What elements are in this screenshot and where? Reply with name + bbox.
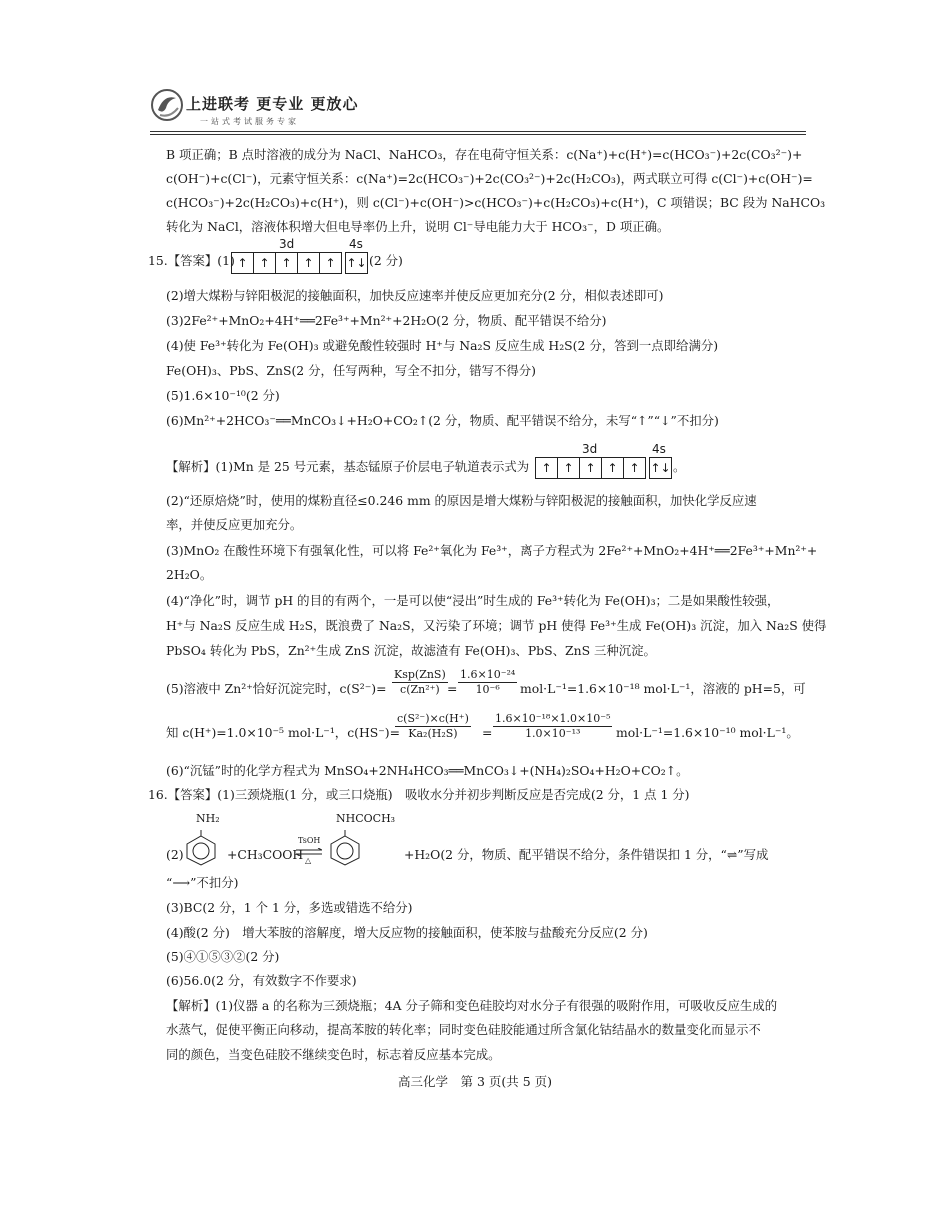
reversible-arrow-icon bbox=[296, 848, 322, 856]
fraction-value bbox=[458, 668, 517, 697]
orbital-label-3d: 3d bbox=[279, 237, 295, 251]
orbital-4s-box-b bbox=[649, 457, 672, 479]
q15-head: 15.【答案】(1) bbox=[148, 253, 235, 268]
fraction-ksp bbox=[392, 668, 448, 697]
fraction-denominator: 1.0×10⁻¹³ bbox=[525, 727, 581, 740]
logo-icon bbox=[150, 88, 184, 122]
fraction-denominator: c(Zn²⁺) bbox=[400, 683, 440, 696]
q15-answer-2: (2)增大煤粉与锌阳极泥的接触面积，加快反应速率并使反应更加充分(2 分，相似表述即可) bbox=[166, 288, 664, 303]
q15-analysis-3b: 2H₂O。 bbox=[166, 567, 213, 582]
header-divider-thin bbox=[150, 134, 806, 135]
q15-analysis-4b: H⁺与 Na₂S 反应生成 H₂S，既浪费了 Na₂S，又污染了环境；调节 pH 使得 Fe³⁺生成 Fe(OH)₃ 沉淀，加入 Na₂S 使得 bbox=[166, 618, 827, 633]
orbital-box: ↑ bbox=[629, 461, 640, 475]
q16-eq-rest: +H₂O(2 分，物质、配平错误不给分，条件错误扣 1 分，“⇌”写成 bbox=[404, 847, 769, 862]
orbital-3d-boxes-b bbox=[535, 457, 646, 479]
fraction-numerator: 1.6×10⁻²⁴ bbox=[460, 668, 516, 681]
q15-analysis-6: (6)“沉锰”时的化学方程式为 MnSO₄+2NH₄HCO₃══MnCO₃↓+(NH₄)₂SO₄+H₂O+CO₂↑。 bbox=[166, 763, 689, 778]
reagent-label: +CH₃COOH bbox=[227, 847, 304, 862]
orbital-3d-boxes bbox=[231, 252, 342, 274]
q15-analysis-3a: (3)MnO₂ 在酸性环境下有强氧化性，可以将 Fe²⁺氧化为 Fe³⁺，离子方程式为 2Fe²⁺+MnO₂+4H⁺══2Fe³⁺+Mn²⁺+ bbox=[166, 543, 818, 558]
q15-calc5-pre: (5)溶液中 Zn²⁺恰好沉淀完时，c(S²⁻)= bbox=[166, 681, 387, 696]
orbital-box: ↑↓ bbox=[650, 461, 671, 475]
q15-answer-4: (4)使 Fe³⁺转化为 Fe(OH)₃ 或避免酸性较强时 H⁺与 Na₂S 反应生成 H₂S(2 分，答到一点即给满分) bbox=[166, 338, 719, 353]
q15-analysis-2b: 率，并使反应更加充分。 bbox=[166, 517, 303, 532]
orbital-box: ↑ bbox=[276, 253, 298, 273]
equals-sign: = bbox=[482, 725, 493, 740]
orbital-4s-box bbox=[345, 252, 368, 274]
fraction-denominator: Ka₂(H₂S) bbox=[408, 727, 458, 740]
intro-line-1: B 项正确；B 点时溶液的成分为 NaCl、NaHCO₃，存在电荷守恒关系：c(Na⁺)+c(H⁺)=c(HCO₃⁻)+2c(CO₃²⁻)+ bbox=[166, 147, 803, 162]
benzene-ring-icon bbox=[184, 830, 218, 866]
q15-score-1: (2 分) bbox=[369, 253, 403, 268]
product-substituent: NHCOCH₃ bbox=[336, 812, 396, 825]
q16-answer-6: (6)56.0(2 分，有效数字不作要求) bbox=[166, 973, 357, 988]
header-tagline: 一站式考试服务专家 bbox=[200, 117, 299, 126]
q16-answer-5: (5)④①⑤③②(2 分) bbox=[166, 949, 280, 964]
header-divider bbox=[150, 131, 806, 132]
intro-line-3: c(HCO₃⁻)+2c(H₂CO₃)+c(H⁺)，则 c(Cl⁻)+c(OH⁻)>c(HCO₃⁻)+c(H₂CO₃)+c(H⁺)，C 项错误；BC 段为 NaHCO₃ bbox=[166, 195, 826, 210]
orbital-box: ↑↓ bbox=[346, 256, 367, 270]
q15-calc5-post: mol·L⁻¹=1.6×10⁻¹⁸ mol·L⁻¹，溶液的 pH=5，可 bbox=[520, 681, 806, 696]
fraction-numerator: 1.6×10⁻¹⁸×1.0×10⁻⁵ bbox=[495, 712, 611, 725]
q16-answer-4: (4)酸(2 分) 增大苯胺的溶解度，增大反应物的接触面积，使苯胺与盐酸充分反应(2 分) bbox=[166, 925, 648, 940]
q15-calc5b-post: mol·L⁻¹=1.6×10⁻¹⁰ mol·L⁻¹。 bbox=[616, 725, 799, 740]
orbital-label-4s: 4s bbox=[349, 237, 363, 251]
intro-line-2: c(OH⁻)+c(Cl⁻)，元素守恒关系：c(Na⁺)=2c(HCO₃⁻)+2c(CO₃²⁻)+2c(H₂CO₃)，两式联立可得 c(Cl⁻)+c(OH⁻)= bbox=[166, 171, 813, 186]
q15-analysis-2a: (2)“还原焙烧”时，使用的煤粉直径≤0.246 mm 的原因是增大煤粉与锌阳极泥的接触面积，加快化学反应速 bbox=[166, 493, 757, 508]
orbital-label-3d-b: 3d bbox=[582, 442, 598, 456]
nh2-label: NH₂ bbox=[196, 812, 220, 825]
heat-label: △ bbox=[305, 856, 312, 865]
orbital-box: ↑ bbox=[254, 253, 276, 273]
intro-line-4: 转化为 NaCl，溶液体积增大但电导率仍上升，说明 Cl⁻导电能力大于 HCO₃⁻，D 项正确。 bbox=[166, 219, 670, 234]
q16-eq-rest2: “⟶”不扣分) bbox=[166, 875, 239, 890]
fraction-numerator: c(S²⁻)×c(H⁺) bbox=[397, 712, 469, 725]
q15-answer-5: (5)1.6×10⁻¹⁰(2 分) bbox=[166, 388, 280, 403]
q15-answer-4b: Fe(OH)₃、PbS、ZnS(2 分，任写两种，写全不扣分，错写不得分) bbox=[166, 363, 536, 378]
header-slogan: 上进联考 更专业 更放心 bbox=[186, 95, 359, 113]
benzene-ring-icon bbox=[328, 830, 362, 866]
q16-head: 16.【答案】(1)三颈烧瓶(1 分，或三口烧瓶) 吸收水分并初步判断反应是否完成(2 分，1 点 1 分) bbox=[148, 787, 690, 802]
orbital-box: ↑ bbox=[580, 458, 602, 478]
q15-analysis-4a: (4)“净化”时，调节 pH 的目的有两个，一是可以使“浸出”时生成的 Fe³⁺转化为 Fe(OH)₃；二是如果酸性较强， bbox=[166, 593, 780, 608]
fraction-denominator: 10⁻⁶ bbox=[475, 683, 500, 696]
orbital-box: ↑ bbox=[536, 458, 558, 478]
orbital-box: ↑ bbox=[232, 253, 254, 273]
page-footer: 高三化学 第 3 页(共 5 页) bbox=[397, 1074, 553, 1089]
q15-answer-6: (6)Mn²⁺+2HCO₃⁻══MnCO₃↓+H₂O+CO₂↑(2 分，物质、配平错误不给分，未写“↑”“↓”不扣分) bbox=[166, 413, 719, 428]
q16-eq-label: (2) bbox=[166, 847, 184, 862]
q15-analysis-4c: PbSO₄ 转化为 PbS，Zn²⁺生成 ZnS 沉淀，故滤渣有 Fe(OH)₃、PbS、ZnS 三种沉淀。 bbox=[166, 643, 656, 658]
q15-analysis-end: 。 bbox=[673, 459, 686, 474]
orbital-box: ↑ bbox=[558, 458, 580, 478]
orbital-box: ↑ bbox=[325, 256, 336, 270]
orbital-box: ↑ bbox=[602, 458, 624, 478]
q16-analysis-3: 同的颜色，当变色硅胶不继续变色时，标志着反应基本完成。 bbox=[166, 1047, 501, 1062]
fraction-numerator: Ksp(ZnS) bbox=[394, 668, 446, 681]
equals-sign: = bbox=[447, 681, 458, 696]
q15-calc5b-pre: 知 c(H⁺)=1.0×10⁻⁵ mol·L⁻¹，c(HS⁻)= bbox=[166, 725, 401, 740]
q16-analysis-1: 【解析】(1)仪器 a 的名称为三颈烧瓶；4A 分子筛和变色硅胶均对水分子有很强的吸附作用，可吸收反应生成的 bbox=[166, 998, 778, 1013]
q16-answer-3: (3)BC(2 分，1 个 1 分，多选或错选不给分) bbox=[166, 900, 413, 915]
q16-analysis-2: 水蒸气，促使平衡正向移动，提高苯胺的转化率；同时变色硅胶能通过所含氯化钴结晶水的数量变化而显示不 bbox=[166, 1022, 761, 1037]
orbital-label-4s-b: 4s bbox=[652, 442, 666, 456]
q15-analysis-head: 【解析】(1)Mn 是 25 号元素，基态锰原子价层电子轨道表示式为 bbox=[166, 459, 530, 474]
catalyst-label: TsOH bbox=[298, 836, 321, 845]
fraction-hs bbox=[395, 712, 471, 741]
orbital-box: ↑ bbox=[298, 253, 320, 273]
fraction-value bbox=[493, 712, 612, 741]
q15-answer-3: (3)2Fe²⁺+MnO₂+4H⁺══2Fe³⁺+Mn²⁺+2H₂O(2 分，物质、配平错误不给分) bbox=[166, 313, 607, 328]
